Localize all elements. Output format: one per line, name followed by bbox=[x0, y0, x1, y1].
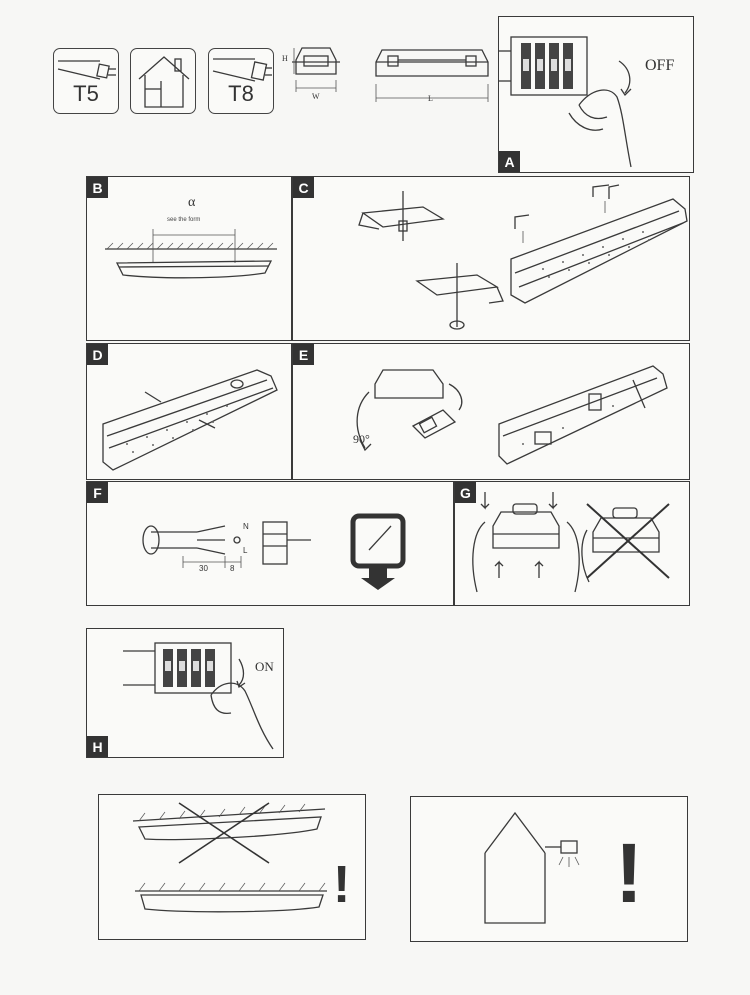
wiring-drawing bbox=[87, 482, 455, 607]
step-a-tag: A bbox=[499, 151, 520, 172]
wire-l-label: L bbox=[243, 546, 248, 555]
breaker-on-drawing bbox=[87, 629, 285, 759]
bracket-installation-drawing bbox=[293, 177, 691, 342]
strip-length-8: 8 bbox=[230, 564, 235, 573]
diffuser-closing-drawing bbox=[455, 482, 691, 607]
indoor-only-warning-drawing bbox=[411, 797, 689, 943]
step-e-tag: E bbox=[293, 344, 314, 365]
step-h-panel bbox=[86, 628, 284, 758]
outdoor-warning-exclamation: ! bbox=[615, 826, 643, 920]
step-c-panel bbox=[292, 176, 690, 341]
outdoor-warning-panel bbox=[410, 796, 688, 942]
step-b-tag: B bbox=[87, 177, 108, 198]
rotation-angle-label: 90° bbox=[353, 432, 370, 446]
step-f-tag: F bbox=[87, 482, 108, 503]
step-h-tag: H bbox=[87, 736, 108, 757]
side-view-length-drawing bbox=[368, 40, 496, 112]
t5-tube-icon bbox=[53, 48, 119, 114]
t8-tube-icon bbox=[208, 48, 274, 114]
step-d-tag: D bbox=[87, 344, 108, 365]
open-housing-drawing bbox=[87, 344, 293, 481]
dimension-width-label: W bbox=[312, 92, 320, 101]
see-the-form-note: see the form bbox=[167, 217, 201, 223]
step-g-tag: G bbox=[455, 482, 476, 503]
mounting-warning-exclamation: ! bbox=[333, 856, 351, 914]
indoor-house-icon bbox=[130, 48, 196, 114]
step-b-panel bbox=[86, 176, 292, 341]
step-a-panel bbox=[498, 16, 694, 173]
step-f-panel bbox=[86, 481, 454, 606]
t5-label: T5 bbox=[73, 81, 99, 106]
on-label: ON bbox=[255, 659, 274, 674]
house-drawing bbox=[131, 49, 197, 115]
breaker-off-drawing bbox=[499, 17, 695, 174]
step-d-panel bbox=[86, 343, 292, 480]
wire-n-label: N bbox=[243, 522, 249, 531]
alpha-symbol: α bbox=[188, 195, 196, 210]
cross-section-dimension-drawing bbox=[282, 40, 348, 112]
t8-label: T8 bbox=[228, 81, 254, 106]
strip-length-30: 30 bbox=[199, 564, 208, 573]
gear-tray-rotation-drawing bbox=[293, 344, 691, 481]
tilted-mounting-warning-drawing bbox=[99, 795, 367, 941]
mounting-warning-panel bbox=[98, 794, 366, 940]
off-label: OFF bbox=[645, 57, 675, 74]
step-e-panel bbox=[292, 343, 690, 480]
step-g-panel bbox=[454, 481, 690, 606]
dimension-length-label: L bbox=[428, 94, 433, 103]
dimension-height-label: H bbox=[282, 54, 288, 63]
step-c-tag: C bbox=[293, 177, 314, 198]
